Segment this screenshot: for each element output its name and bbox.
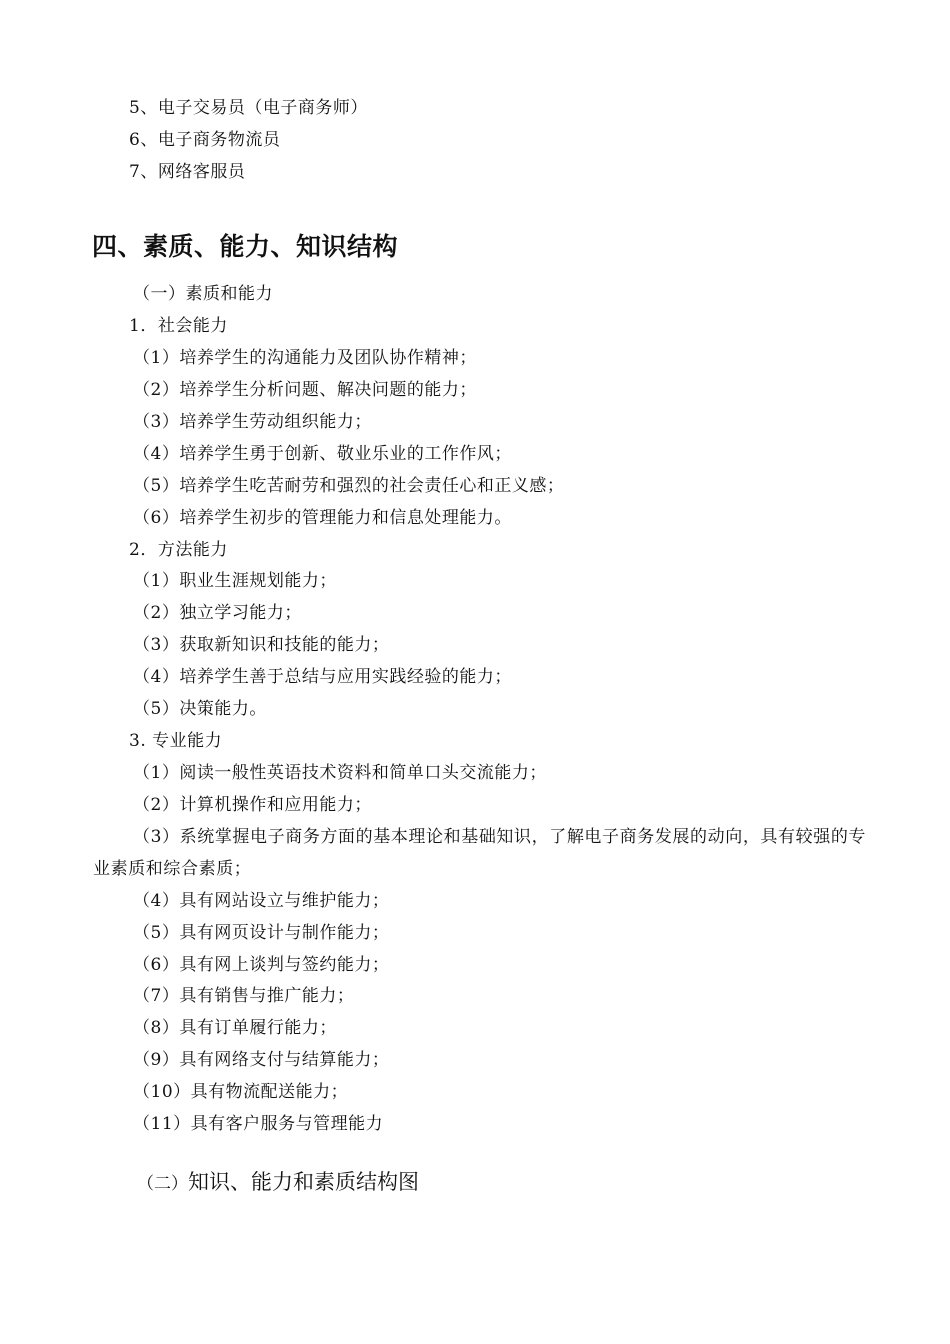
subsection-number: （二）	[137, 1174, 188, 1194]
list-item: （5）具有网页设计与制作能力；	[133, 923, 390, 943]
list-item: （4）具有网站设立与维护能力；	[133, 891, 390, 911]
subsection-text: 知识、能力和素质结构图	[188, 1170, 419, 1194]
category-title: 2．方法能力	[129, 540, 228, 560]
list-item: （1）职业生涯规划能力；	[133, 571, 337, 591]
subsection-title-2	[137, 1168, 419, 1198]
list-item: （2）独立学习能力；	[133, 603, 302, 623]
list-item: （5）培养学生吃苦耐劳和强烈的社会责任心和正义感；	[133, 476, 565, 496]
list-item: 7、网络客服员	[129, 162, 246, 182]
list-item: （2）计算机操作和应用能力；	[133, 795, 372, 815]
list-item: （9）具有网络支付与结算能力；	[133, 1050, 390, 1070]
list-item: （8）具有订单履行能力；	[133, 1018, 337, 1038]
list-item-paragraph: （3）系统掌握电子商务方面的基本理论和基础知识，了解电子商务发展的动向，具有较强的专业素质和综合素质；	[93, 827, 867, 879]
list-item: （4）培养学生勇于创新、敬业乐业的工作作风；	[133, 444, 512, 464]
list-item: （6）培养学生初步的管理能力和信息处理能力。	[133, 508, 512, 528]
list-item: （5）决策能力。	[133, 699, 267, 719]
list-item: （1）阅读一般性英语技术资料和简单口头交流能力；	[133, 763, 547, 783]
list-item: （3）培养学生劳动组织能力；	[133, 412, 372, 432]
list-item: 6、电子商务物流员	[129, 130, 281, 150]
list-item: （11）具有客户服务与管理能力	[133, 1114, 384, 1134]
list-item: （2）培养学生分析问题、解决问题的能力；	[133, 380, 477, 400]
subsection-title: （一）素质和能力	[133, 284, 273, 304]
section-title: 四、素质、能力、知识结构	[92, 232, 399, 261]
list-item: （1）培养学生的沟通能力及团队协作精神；	[133, 348, 477, 368]
list-item: （4）培养学生善于总结与应用实践经验的能力；	[133, 667, 512, 687]
list-item: （7）具有销售与推广能力；	[133, 986, 355, 1006]
category-title: 3. 专业能力	[129, 731, 223, 751]
list-item: （3）获取新知识和技能的能力；	[133, 635, 390, 655]
category-title: 1．社会能力	[129, 316, 228, 336]
list-item: 5、电子交易员（电子商务师）	[129, 98, 368, 118]
list-item: （6）具有网上谈判与签约能力；	[133, 955, 390, 975]
list-item: （10）具有物流配送能力；	[133, 1082, 349, 1102]
